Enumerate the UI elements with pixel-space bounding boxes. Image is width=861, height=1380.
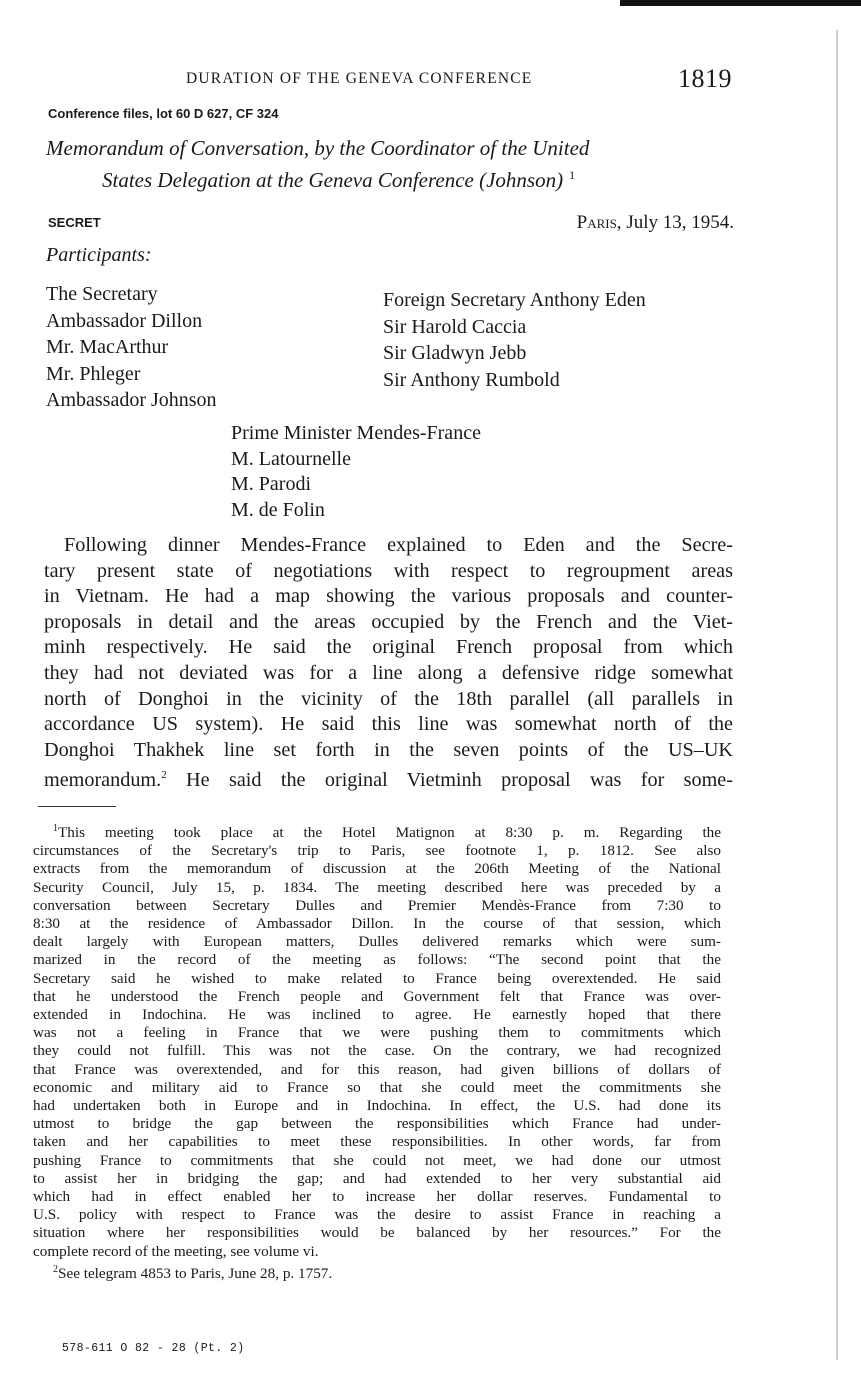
body-line: in Vietnam. He had a map showing the various proposals and counter-	[44, 585, 733, 608]
footnote-1-line: Secretary said he wished to make related to France being overextended. He said	[33, 969, 721, 987]
document-title	[46, 135, 736, 194]
participant-name: Prime Minister Mendes-France	[231, 422, 481, 444]
footnote-1-line: circumstances of the Secretary's trip to Paris, see footnote 1, p. 1812. See also	[33, 842, 721, 860]
participant-name: Mr. MacArthur	[46, 336, 169, 358]
print-code: 578-611 O 82 - 28 (Pt. 2)	[62, 1342, 245, 1355]
participant-name: Mr. Phleger	[46, 362, 141, 385]
participants-us-column	[46, 281, 217, 414]
footnote-ref-1[interactable]: 1	[569, 168, 576, 182]
classification-label: SECRET	[48, 215, 101, 230]
footnote-1-line: U.S. policy with respect to France was the desire to assist France in reaching a	[33, 1206, 721, 1224]
footnote-1-line: economic and military aid to France so that she could meet the commitments she	[33, 1078, 721, 1096]
footnote-1-line: extracts from the memorandum of discussion at the 206th Meeting of the National	[33, 860, 721, 878]
footnote-1-line: was not a feeling in France that we were pushing them to commitments which	[33, 1024, 721, 1042]
footnote-1-line: dealt largely with European matters, Dulles delivered remarks which were sum-	[33, 933, 721, 951]
footnote-1-line: 8:30 at the residence of Ambassador Dillon. In the course of that session, which	[33, 915, 721, 933]
footnote-1-line: that he understood the French people and Government felt that France was over-	[33, 987, 721, 1005]
footnote-1-line: had undertaken both in Europe and in Indochina. In effect, the U.S. had done its	[33, 1097, 721, 1115]
body-line	[44, 763, 733, 794]
footnote-1-line: utmost to bridge the gap between the responsibilities which France had under-	[33, 1115, 721, 1133]
footnote-1-line: that France was overextended, and for this reason, had given billions of dollars of	[33, 1060, 721, 1078]
footnote-1-line: complete record of the meeting, see volume vi.	[33, 1242, 319, 1260]
source-note: Conference files, lot 60 D 627, CF 324	[48, 106, 279, 121]
footnote-1-line: they could not fulfill. This was not the case. On the contrary, we had recognized	[33, 1042, 721, 1060]
document-title-line-2	[46, 162, 736, 194]
body-line: Following dinner Mendes-France explained to Eden and the Secre-	[64, 534, 733, 556]
body-line: proposals in detail and the areas occupied by the French and the Viet-	[44, 610, 733, 633]
running-title: DURATION OF THE GENEVA CONFERENCE	[186, 70, 533, 87]
footnote-1-line: pushing France to commitments that she could not meet, we had done our utmost	[33, 1151, 721, 1169]
running-head	[186, 66, 786, 96]
footnote-1-line: Security Council, July 15, p. 1834. The meeting described here was preceded by a	[33, 878, 721, 896]
participant-name: Ambassador Dillon	[46, 309, 203, 332]
participants-france-column	[231, 421, 481, 523]
dateline-date: July 13, 1954.	[626, 212, 734, 233]
document-title-line-2-text: States Delegation at the Geneva Conference (Johnson)	[102, 168, 564, 192]
footnotes	[33, 820, 721, 1283]
footnote-1-line: which had in effect enabled her to increase her dollar reserves. Fundamental to	[33, 1188, 721, 1206]
body-line-text: He said the original Vietminh proposal was for some-	[166, 769, 733, 792]
body-line: they had not deviated was for a line along a defensive ridge somewhat	[44, 661, 733, 684]
participant-name: Sir Anthony Rumbold	[383, 368, 560, 391]
dateline-place: Paris,	[576, 212, 622, 233]
footnote-2-mark: 2	[53, 1263, 58, 1275]
participant-name: M. Parodi	[231, 473, 311, 495]
footnote-1-line: to assist her in bridging the gap; and had extended to her very substantial aid	[33, 1169, 721, 1187]
participant-name: The Secretary	[46, 283, 158, 305]
footnote-1-line: marized in the record of the meeting as follows: “The second point that the	[33, 951, 721, 969]
body-line: minh respectively. He said the original French proposal from which	[44, 636, 733, 659]
participant-name: Ambassador Johnson	[46, 389, 217, 411]
footnote-ref-2[interactable]: 2	[161, 769, 167, 782]
body-paragraph	[44, 533, 733, 794]
footnote-1-line: taken and her capabilities to meet these responsibilities. In other words, far from	[33, 1133, 721, 1151]
participant-name: Sir Harold Caccia	[383, 315, 527, 338]
participant-name: Sir Gladwyn Jebb	[383, 342, 527, 364]
participants-uk-column	[383, 287, 646, 393]
body-line: accordance US system). He said this line was somewhat north of the	[44, 713, 733, 736]
participant-name: M. de Folin	[231, 498, 325, 521]
body-line: tary present state of negotiations with respect to regroupment areas	[44, 559, 733, 582]
participant-name: Foreign Secretary Anthony Eden	[383, 289, 646, 311]
footnote-1-line: extended in Indochina. He was inclined to agree. He earnestly hoped that there	[33, 1006, 721, 1024]
participants-heading: Participants:	[46, 244, 152, 266]
page-number: 1819	[678, 64, 732, 93]
footnote-2-line	[33, 1261, 721, 1283]
dateline	[528, 212, 734, 234]
body-line-text: memorandum.	[44, 769, 162, 792]
footnote-1-line: conversation between Secretary Dulles and Premier Mendès-France from 7:30 to	[33, 896, 721, 914]
body-line: Donghoi Thakhek line set forth in the seven points of the US–UK	[44, 738, 733, 761]
footnote-rule	[38, 806, 116, 807]
body-line: north of Donghoi in the vicinity of the 18th parallel (all parallels in	[44, 687, 733, 710]
scan-edge-bar	[620, 0, 861, 6]
footnote-1-line: situation where her responsibilities would be balanced by her resources.” For the	[33, 1224, 721, 1242]
page-edge-line	[836, 30, 838, 1360]
footnote-2-text: See telegram 4853 to Paris, June 28, p. 1757.	[58, 1264, 333, 1282]
footnote-1-line	[33, 820, 721, 842]
participant-name: M. Latournelle	[231, 447, 351, 470]
footnote-1-text: This meeting took place at the Hotel Matignon at 8:30 p. m. Regarding the	[58, 824, 721, 841]
footnote-1-mark: 1	[53, 823, 58, 834]
document-title-line-1: Memorandum of Conversation, by the Coordinator of the United	[46, 136, 590, 160]
